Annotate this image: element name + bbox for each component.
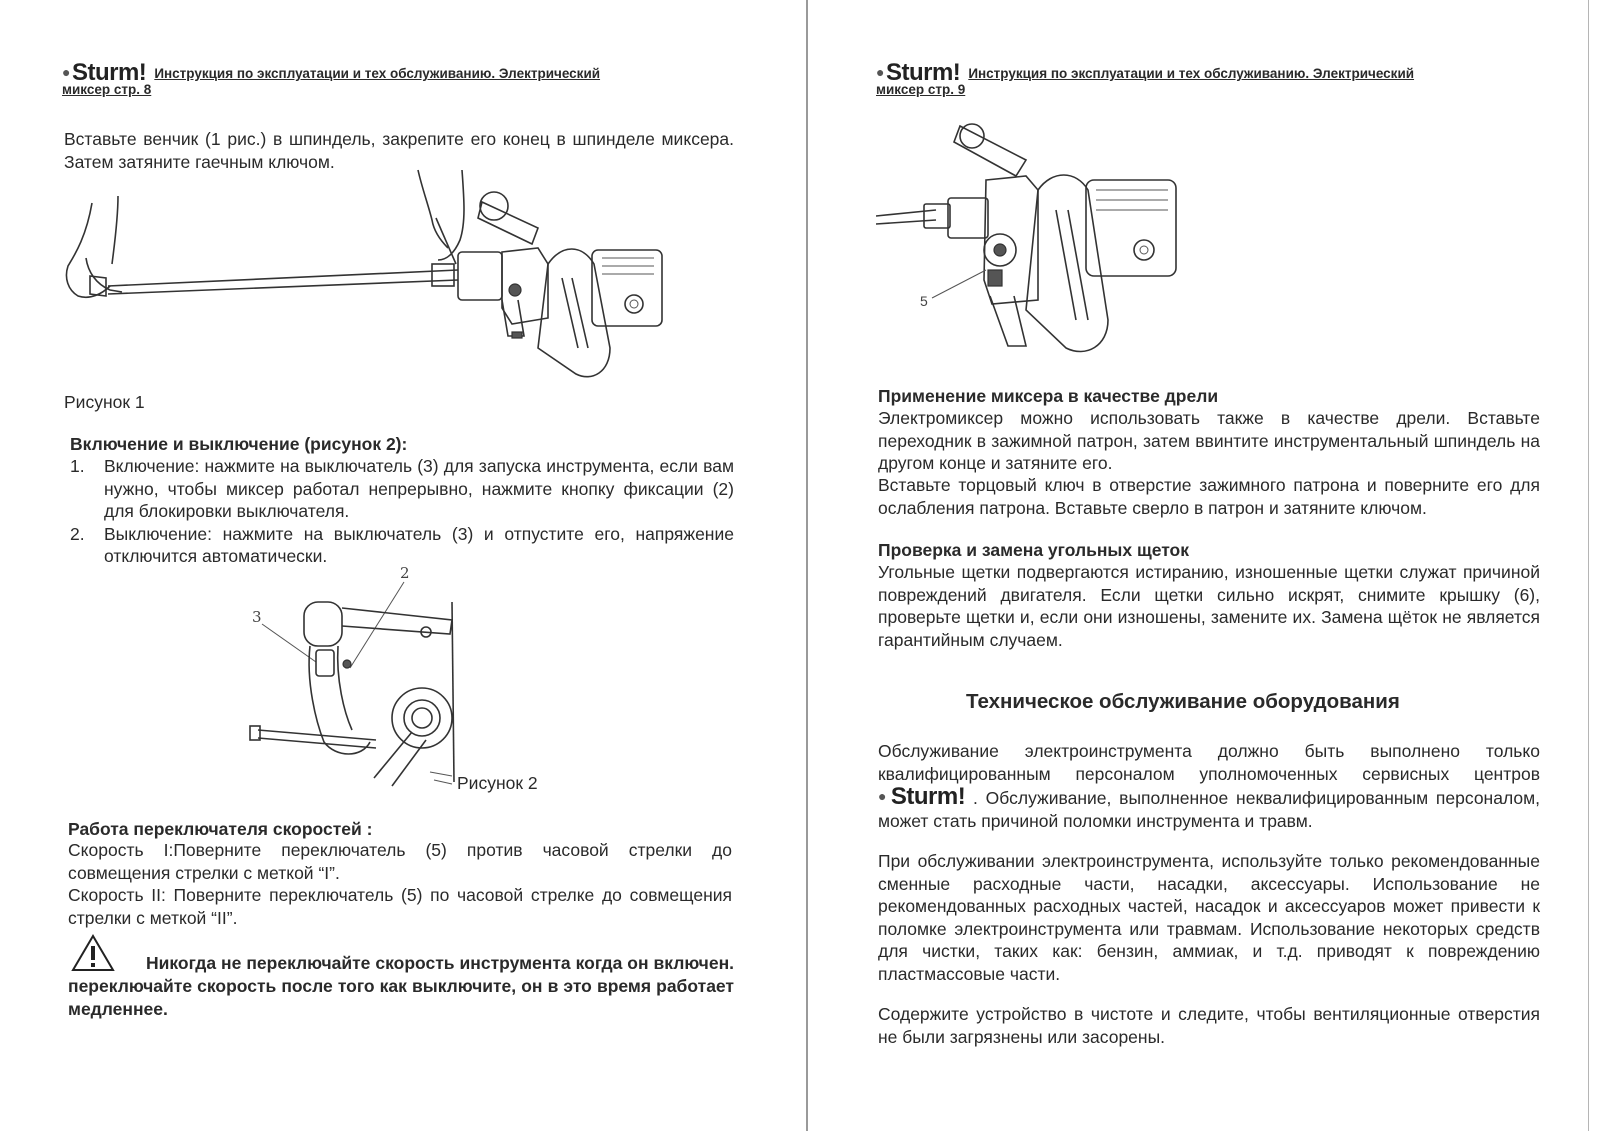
intro-text: Вставьте венчик (1 рис.) в шпиндель, закрепите его конец в шпинделе миксера. Затем затяните гаечным ключом.: [64, 129, 734, 172]
speed-heading: Работа переключателя скоростей :: [68, 819, 373, 839]
drill-figure-illustration: [876, 120, 1206, 370]
onoff-heading: Включение и выключение (рисунок 2):: [70, 434, 408, 454]
figure2-illustration: [244, 562, 474, 792]
header-title: Инструкция по эксплуатации и тех обслуживанию. Электрический: [968, 66, 1415, 81]
onoff-list: [64, 455, 734, 568]
left-page: [62, 0, 752, 1131]
drill-text-1: Электромиксер можно использовать также в качестве дрели. Вставьте переходник в зажимной патрон, затем ввинтите инструментальный шпиндель на другом конце и затяните его.: [878, 408, 1540, 473]
right-page: [876, 0, 1556, 1131]
drill-text-2: Вставьте торцовый ключ в отверстие зажимного патрона и поверните его для ослабления патрона. Вставьте сверло в патрон и затяните ключом.: [878, 475, 1540, 518]
speed-text-2: Скорость II: Поверните переключатель (5) по часовой стрелке до совмещения стрелки с меткой “II”.: [68, 885, 732, 928]
header-page: миксер стр. 8: [62, 82, 152, 97]
drill-heading: Применение миксера в качестве дрели: [878, 386, 1219, 406]
brand-logo: ●Sturm!: [62, 59, 147, 86]
speed-text-1: Скорость I:Поверните переключатель (5) против часовой стрелки до совмещения стрелки с меткой “I”.: [68, 840, 732, 883]
label-5: 5: [920, 293, 928, 309]
figure1-illustration: [62, 168, 742, 398]
right-header: [876, 59, 1415, 98]
page-edge: [1588, 0, 1589, 1131]
header-title: Инструкция по эксплуатации и тех обслуживанию. Электрический: [154, 66, 601, 81]
brand-logo-inline: ●Sturm!: [878, 783, 966, 810]
maintenance-title: Техническое обслуживание оборудования: [966, 690, 1400, 713]
left-header: [62, 59, 601, 98]
maint-text-2: При обслуживании электроинструмента, используйте только рекомендованные сменные расходные части, насадки, аксессуары. Использование не рекомендованных расходных частей, насадок и аксессуаров может привести к поломке электроинструмента или травмам. Использование некоторых средств для чистки, таких как: бензин, аммиак, и т.д. приводят к повреждению пластмассовые части.: [878, 851, 1540, 984]
warning-text: Никогда не переключайте скорость инструмента когда он включен. переключайте скорость после того как выключите, он в это время работает медленнее.: [68, 953, 734, 1019]
brushes-text: Угольные щетки подвергаются истиранию, изношенные щетки служат причиной повреждений двигателя. Если щетки сильно искрят, снимите крышку (6), проверьте щетки и, если они изношены, замените их. Замена щёток не является гарантийным случаем.: [878, 562, 1540, 650]
brand-logo: ●Sturm!: [876, 59, 961, 86]
figure1-caption: Рисунок 1: [64, 392, 145, 412]
label-3: 3: [252, 608, 262, 626]
header-page: миксер стр. 9: [876, 82, 966, 97]
label-2: 2: [400, 564, 410, 582]
brushes-heading: Проверка и замена угольных щеток: [878, 540, 1190, 560]
list-item: 2. Выключение: нажмите на выключатель (3) и отпустите его, напряжение отключится автоматически.: [70, 523, 734, 566]
page-fold: [806, 0, 808, 1131]
maint-text-3: Содержите устройство в чистоте и следите, чтобы вентиляционные отверстия не были загрязнены или засорены.: [878, 1004, 1540, 1047]
figure2-caption: Рисунок 2: [457, 773, 538, 793]
maint-text-1: Обслуживание электроинструмента должно быть выполнено только квалифицированным персоналом уполномоченных сервисных центров ●Sturm! . Обслуживание, выполненное неквалифицированным персоналом, может стать причиной поломки инструмента и травм.: [878, 741, 1540, 831]
list-item: 1. Включение: нажмите на выключатель (3) для запуска инструмента, если вам нужно, чтобы миксер работал непрерывно, нажмите кнопку фиксации (2) для блокировки выключателя.: [70, 456, 734, 521]
